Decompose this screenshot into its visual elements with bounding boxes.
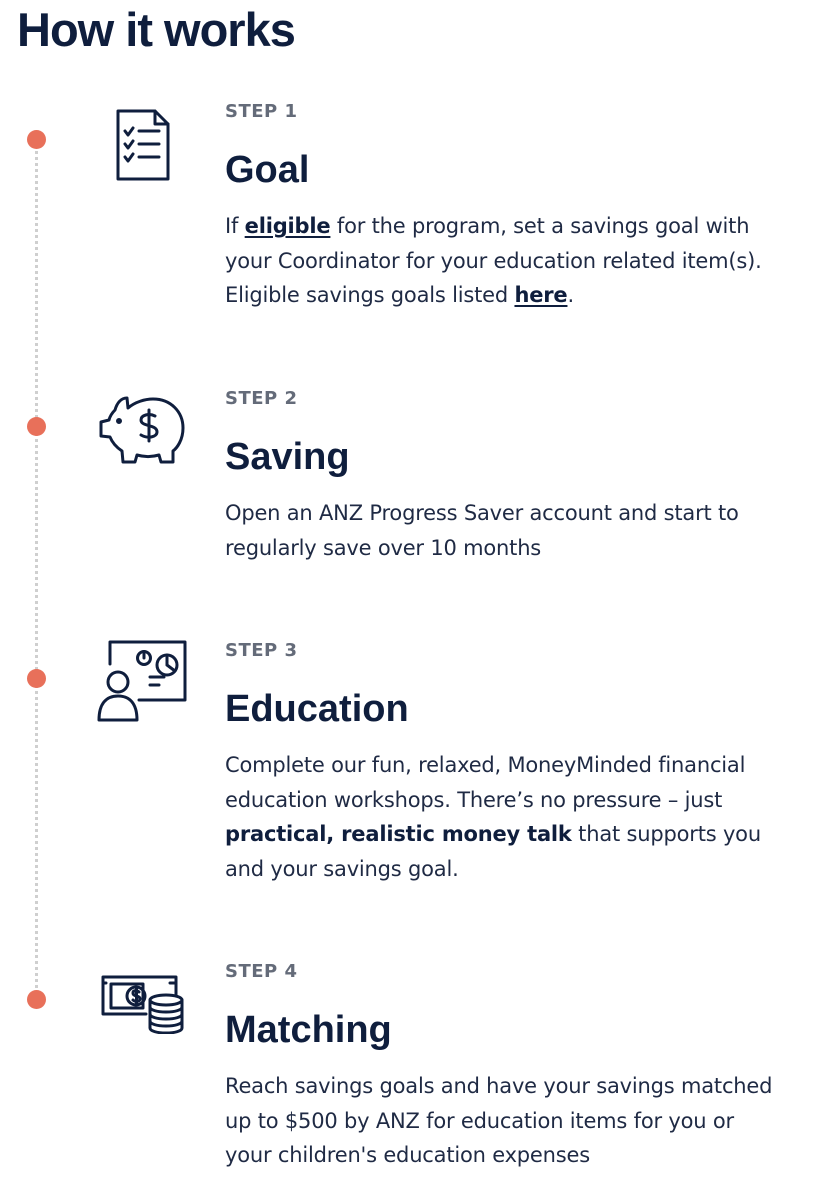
step-description: Reach savings goals and have your savings matched up to $500 by ANZ for education items for you or your children's education expenses (225, 1074, 773, 1167)
page-title: How it works (17, 3, 295, 56)
step-2 (225, 390, 785, 565)
piggy-bank-icon (97, 394, 187, 466)
step-4 (225, 963, 785, 1173)
timeline-dot-3 (27, 669, 46, 688)
timeline-dot-4 (27, 990, 46, 1009)
step-label: STEP 2 (225, 388, 298, 409)
step-label: STEP 1 (225, 101, 298, 122)
step-title: Saving (225, 436, 350, 478)
checklist-icon (115, 108, 171, 182)
step-title: Education (225, 688, 409, 730)
timeline-line (35, 140, 38, 1000)
eligible-link[interactable]: eligible (244, 214, 331, 238)
timeline-dot-1 (27, 130, 46, 149)
step-description: Complete our fun, relaxed, MoneyMinded financial education workshops. There’s no pressure – just practical, realistic money talk that supports you and your savings goal. (225, 753, 761, 881)
step-description: If eligible for the program, set a savings goal with your Coordinator for your education related item(s). Eligible savings goals listed here. (225, 214, 762, 307)
timeline-dot-2 (27, 417, 46, 436)
step-label: STEP 3 (225, 640, 298, 661)
step-title: Matching (225, 1009, 392, 1051)
presentation-icon (96, 640, 188, 724)
step-title: Goal (225, 149, 310, 191)
here-link[interactable]: here (514, 283, 568, 307)
step-label: STEP 4 (225, 961, 298, 982)
step-3 (225, 642, 785, 886)
bold-text: practical, realistic money talk (225, 822, 572, 846)
step-description: Open an ANZ Progress Saver account and start to regularly save over 10 months (225, 501, 739, 560)
step-1 (225, 103, 785, 313)
cash-coins-icon (100, 974, 186, 1034)
